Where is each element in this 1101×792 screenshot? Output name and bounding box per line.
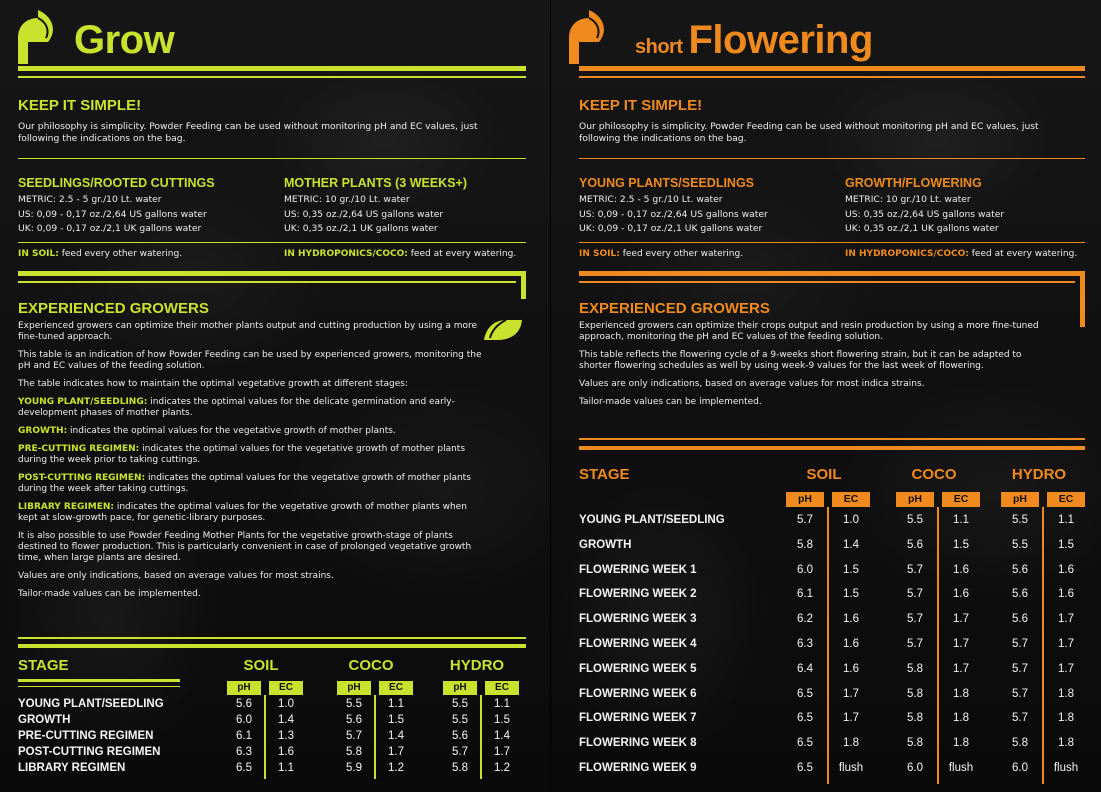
title-rule bbox=[579, 66, 1085, 71]
row-stage-label: FLOWERING WEEK 8 bbox=[579, 737, 697, 750]
ec-value-cell: 1.3 bbox=[278, 730, 294, 742]
ph-value-cell: 5.6 bbox=[236, 698, 252, 710]
experienced-paragraph bbox=[18, 502, 488, 524]
experienced-paragraph bbox=[579, 397, 1054, 408]
ph-value-cell: 5.6 bbox=[1012, 563, 1028, 576]
ph-value-cell: 5.7 bbox=[1012, 687, 1028, 700]
ec-value-cell: 1.6 bbox=[1058, 588, 1074, 601]
spec-line: US: 0,35 oz./2,64 US gallons water bbox=[284, 208, 444, 220]
spec-line: UK: 0,35 oz./2,1 UK gallons water bbox=[284, 223, 438, 234]
row-stage-label: FLOWERING WEEK 6 bbox=[579, 687, 697, 700]
spec-line: US: 0,09 - 0,17 oz./2,64 US gallons water bbox=[18, 208, 207, 220]
ph-chip: pH bbox=[227, 681, 261, 695]
experienced-paragraph bbox=[18, 444, 488, 466]
column-divider bbox=[264, 695, 266, 779]
spec-line: METRIC: 2.5 - 5 gr./10 Lt. water bbox=[18, 194, 162, 205]
ph-value-cell: 6.2 bbox=[797, 613, 813, 626]
ec-value-cell: 1.8 bbox=[1058, 687, 1074, 700]
ph-value-cell: 5.5 bbox=[452, 698, 468, 710]
section-divider bbox=[18, 158, 526, 159]
ec-value-cell: 1.5 bbox=[953, 538, 969, 551]
ph-value-cell: 5.7 bbox=[907, 613, 923, 626]
ph-value-cell: 6.5 bbox=[797, 712, 813, 725]
ph-value-cell: 5.6 bbox=[1012, 613, 1028, 626]
ph-value-cell: 6.0 bbox=[236, 714, 252, 726]
ec-chip: EC bbox=[379, 681, 413, 695]
stage-header: STAGE bbox=[579, 466, 630, 483]
grow-page bbox=[0, 0, 550, 792]
column-divider bbox=[827, 507, 829, 784]
ph-value-cell: 6.3 bbox=[797, 638, 813, 650]
ph-value-cell: 6.4 bbox=[797, 662, 813, 675]
growth-flowering-heading: GROWTH/FLOWERING bbox=[845, 176, 982, 190]
spec-line: US: 0,09 - 0,17 oz./2,64 US gallons water bbox=[579, 208, 768, 220]
section-divider bbox=[579, 158, 1085, 159]
paragraph-key: YOUNG PLANT/SEEDLING: bbox=[18, 397, 148, 407]
keep-simple-heading: KEEP IT SIMPLE! bbox=[579, 97, 703, 114]
section-divider bbox=[18, 242, 526, 243]
bracket-side bbox=[1080, 271, 1085, 327]
experienced-paragraph bbox=[579, 350, 1054, 372]
ec-value-cell: 1.0 bbox=[843, 514, 859, 526]
ec-value-cell: 1.6 bbox=[843, 662, 859, 675]
ec-chip: EC bbox=[1047, 492, 1085, 507]
spec-line: UK: 0,09 - 0,17 oz./2,1 UK gallons water bbox=[18, 223, 202, 234]
stage-rule bbox=[18, 679, 180, 682]
ec-value-cell: 1.7 bbox=[1058, 662, 1074, 675]
ph-value-cell: 5.8 bbox=[907, 687, 923, 700]
ph-value-cell: 5.8 bbox=[907, 737, 923, 750]
title-rule-thin bbox=[579, 76, 1085, 78]
ec-value-cell: 1.7 bbox=[388, 746, 404, 758]
soil-note: IN SOIL: feed every other watering. bbox=[579, 249, 744, 259]
ec-value-cell: 1.0 bbox=[278, 698, 294, 710]
paragraph-text: indicates the optimal values for the vegetative growth of mother plants during the week after taking cuttings. bbox=[18, 473, 471, 494]
flowering-page bbox=[551, 0, 1101, 792]
ec-chip: EC bbox=[832, 492, 870, 507]
soil-note: IN SOIL: feed every other watering. bbox=[18, 249, 183, 259]
ph-value-cell: 5.8 bbox=[797, 538, 813, 551]
column-divider bbox=[937, 507, 939, 784]
row-stage-label: GROWTH bbox=[18, 714, 71, 726]
row-stage-label: FLOWERING WEEK 5 bbox=[579, 662, 697, 675]
experienced-text bbox=[579, 321, 1054, 415]
spec-line: METRIC: 2.5 - 5 gr./10 Lt. water bbox=[579, 194, 723, 205]
ec-value-cell: 1.6 bbox=[953, 563, 969, 576]
ec-value-cell: 1.1 bbox=[1058, 514, 1074, 526]
ph-value-cell: 5.8 bbox=[907, 712, 923, 725]
ec-value-cell: 1.7 bbox=[953, 613, 969, 626]
ph-value-cell: 5.5 bbox=[1012, 514, 1028, 526]
group-header-coco: COCO bbox=[911, 466, 957, 483]
title-rule bbox=[18, 66, 526, 71]
experienced-paragraph bbox=[18, 531, 488, 564]
ph-value-cell: 5.7 bbox=[1012, 712, 1028, 725]
ec-value-cell: 1.8 bbox=[953, 687, 969, 700]
paragraph-key: LIBRARY REGIMEN: bbox=[18, 502, 114, 512]
row-stage-label: FLOWERING WEEK 3 bbox=[579, 613, 697, 626]
keep-simple-text: Our philosophy is simplicity. Powder Feeding can be used without monitoring pH and EC values, just following the indications on the bag. bbox=[18, 121, 478, 144]
ec-value-cell: 1.6 bbox=[953, 588, 969, 601]
experienced-paragraph bbox=[18, 350, 488, 372]
experienced-paragraph bbox=[18, 379, 488, 390]
row-stage-label: YOUNG PLANT/SEEDLING bbox=[579, 514, 725, 526]
ph-value-cell: 5.6 bbox=[452, 730, 468, 742]
stage-rule bbox=[18, 686, 180, 687]
bracket-top bbox=[579, 271, 1085, 276]
column-divider bbox=[1042, 507, 1044, 784]
bracket-top bbox=[18, 271, 526, 276]
row-stage-label: FLOWERING WEEK 2 bbox=[579, 588, 697, 601]
leaf-logo-icon bbox=[8, 8, 68, 66]
row-stage-label: FLOWERING WEEK 7 bbox=[579, 712, 697, 725]
ph-value-cell: 5.5 bbox=[1012, 538, 1028, 551]
spec-line: UK: 0,09 - 0,17 oz./2,1 UK gallons water bbox=[579, 223, 763, 234]
ec-value-cell: 1.1 bbox=[494, 698, 510, 710]
experienced-paragraph bbox=[18, 397, 488, 419]
ph-chip: pH bbox=[896, 492, 934, 507]
seedlings-specs bbox=[18, 193, 207, 237]
young-plants-heading: YOUNG PLANTS/SEEDLINGS bbox=[579, 176, 755, 190]
paragraph-text: Tailor-made values can be implemented. bbox=[18, 589, 201, 599]
ph-value-cell: 5.7 bbox=[1012, 638, 1028, 650]
ph-value-cell: 6.5 bbox=[797, 762, 813, 774]
row-stage-label: FLOWERING WEEK 9 bbox=[579, 762, 697, 774]
ec-value-cell: 1.6 bbox=[843, 638, 859, 650]
ph-value-cell: 5.7 bbox=[907, 638, 923, 650]
table-rule bbox=[579, 438, 1085, 440]
ph-value-cell: 5.6 bbox=[907, 538, 923, 551]
ph-value-cell: 6.1 bbox=[236, 730, 252, 742]
row-stage-label: POST-CUTTING REGIMEN bbox=[18, 746, 161, 758]
paragraph-text: Tailor-made values can be implemented. bbox=[579, 397, 762, 407]
experienced-text bbox=[18, 321, 488, 607]
experienced-heading: EXPERIENCED GROWERS bbox=[579, 300, 770, 317]
paragraph-text: This table is an indication of how Powder Feeding can be used by experienced growers, monitoring the pH and EC values of the feeding solution. bbox=[18, 350, 482, 371]
ph-value-cell: 5.6 bbox=[346, 714, 362, 726]
row-stage-label: GROWTH bbox=[579, 538, 632, 551]
table-rule bbox=[579, 446, 1085, 450]
experienced-paragraph bbox=[18, 426, 488, 437]
hydro-note: IN HYDROPONICS/COCO: feed at every watering. bbox=[284, 249, 517, 259]
ec-value-cell: 1.7 bbox=[843, 712, 859, 725]
leaf-logo-icon bbox=[559, 8, 619, 66]
growth-flowering-specs bbox=[845, 193, 1004, 237]
ph-chip: pH bbox=[786, 492, 824, 507]
ec-value-cell: 1.4 bbox=[494, 730, 510, 742]
spec-line: METRIC: 10 gr./10 Lt. water bbox=[845, 194, 971, 205]
paragraph-text: indicates the optimal values for the delicate germination and early-development phases of mother plants. bbox=[18, 397, 455, 418]
hydro-note: IN HYDROPONICS/COCO: feed at every watering. bbox=[845, 249, 1078, 259]
ph-value-cell: 5.6 bbox=[1012, 588, 1028, 601]
ph-value-cell: 5.5 bbox=[452, 714, 468, 726]
row-stage-label: LIBRARY REGIMEN bbox=[18, 762, 126, 774]
ph-value-cell: 6.0 bbox=[797, 563, 813, 576]
bracket-thin bbox=[579, 281, 1075, 283]
ec-value-cell: 1.7 bbox=[1058, 638, 1074, 650]
ec-value-cell: 1.1 bbox=[278, 762, 294, 774]
spec-line: UK: 0,35 oz./2,1 UK gallons water bbox=[845, 223, 999, 234]
ec-value-cell: 1.8 bbox=[1058, 737, 1074, 750]
paragraph-text: indicates the optimal values for the vegetative growth of mother plants when kept at slow-growth pace, for genetic-library purposes. bbox=[18, 502, 467, 523]
paragraph-text: Values are only indications, based on average values for most strains. bbox=[18, 571, 334, 581]
ec-value-cell: 1.1 bbox=[388, 698, 404, 710]
ph-chip: pH bbox=[443, 681, 477, 695]
ph-value-cell: 5.5 bbox=[346, 698, 362, 710]
ph-value-cell: 5.8 bbox=[346, 746, 362, 758]
experienced-heading: EXPERIENCED GROWERS bbox=[18, 300, 209, 317]
paragraph-text: The table indicates how to maintain the optimal vegetative growth at different stages: bbox=[18, 379, 408, 389]
column-divider bbox=[480, 695, 482, 779]
paragraph-text: indicates the optimal values for the vegetative growth of mother plants. bbox=[67, 426, 396, 436]
section-divider bbox=[579, 242, 1085, 243]
ec-value-cell: 1.8 bbox=[1058, 712, 1074, 725]
ec-value-cell: 1.1 bbox=[953, 514, 969, 526]
ph-value-cell: 5.7 bbox=[907, 563, 923, 576]
ph-value-cell: 5.7 bbox=[1012, 662, 1028, 675]
group-header-hydro: HYDRO bbox=[1011, 466, 1067, 483]
ec-value-cell: 1.4 bbox=[388, 730, 404, 742]
experienced-paragraph bbox=[579, 379, 1054, 390]
paragraph-text: Values are only indications, based on average values for most indica strains. bbox=[579, 379, 925, 389]
young-plants-specs bbox=[579, 193, 768, 237]
ec-value-cell: 1.5 bbox=[1058, 538, 1074, 551]
experienced-paragraph bbox=[18, 473, 488, 495]
ec-value-cell: 1.2 bbox=[494, 762, 510, 774]
ec-value-cell: 1.5 bbox=[494, 714, 510, 726]
table-rule bbox=[18, 637, 526, 639]
ec-value-cell: flush bbox=[838, 762, 864, 774]
ec-value-cell: flush bbox=[948, 762, 974, 774]
ec-value-cell: 1.7 bbox=[1058, 613, 1074, 626]
row-stage-label: FLOWERING WEEK 4 bbox=[579, 638, 697, 650]
ec-value-cell: 1.7 bbox=[843, 687, 859, 700]
ph-value-cell: 5.9 bbox=[346, 762, 362, 774]
ph-value-cell: 5.7 bbox=[452, 746, 468, 758]
ph-value-cell: 6.0 bbox=[907, 762, 923, 774]
ph-chip: pH bbox=[337, 681, 371, 695]
ph-value-cell: 5.7 bbox=[797, 514, 813, 526]
ec-value-cell: 1.5 bbox=[843, 588, 859, 601]
page-title: Grow bbox=[74, 18, 175, 62]
group-header-coco: COCO bbox=[348, 657, 394, 674]
spec-line: US: 0,35 oz./2,64 US gallons water bbox=[845, 208, 1005, 220]
table-rule bbox=[18, 644, 526, 648]
row-stage-label: FLOWERING WEEK 1 bbox=[579, 563, 697, 576]
column-divider bbox=[374, 695, 376, 779]
page-title: short Flowering bbox=[635, 18, 873, 62]
ec-value-cell: 1.5 bbox=[843, 563, 859, 576]
ph-value-cell: 5.7 bbox=[346, 730, 362, 742]
keep-simple-heading: KEEP IT SIMPLE! bbox=[18, 97, 142, 114]
paragraph-key: PRE-CUTTING REGIMEN: bbox=[18, 444, 140, 454]
ec-value-cell: 1.8 bbox=[843, 737, 859, 750]
paragraph-text: This table reflects the flowering cycle of a 9-weeks short flowering strain, but it can be adapted to shorter flowering schedules as well by using week-9 values for the last week of flowering. bbox=[579, 350, 1022, 371]
paragraph-text: Experienced growers can optimize their mother plants output and cutting production by using a more fine-tuned approach. bbox=[18, 321, 478, 342]
row-stage-label: PRE-CUTTING REGIMEN bbox=[18, 730, 154, 742]
ec-value-cell: 1.8 bbox=[953, 737, 969, 750]
ec-chip: EC bbox=[269, 681, 303, 695]
experienced-paragraph bbox=[579, 321, 1054, 343]
paragraph-text: It is also possible to use Powder Feeding Mother Plants for the vegetative growth-stage of plants destined to flower production. This is particularly convenient in case of prolonged vegetative growth time, when large plants are desired. bbox=[18, 531, 472, 563]
ec-value-cell: 1.4 bbox=[278, 714, 294, 726]
bracket-thin bbox=[18, 281, 516, 283]
group-header-hydro: HYDRO bbox=[449, 657, 505, 674]
ec-value-cell: 1.7 bbox=[494, 746, 510, 758]
ph-chip: pH bbox=[1001, 492, 1039, 507]
ec-value-cell: 1.7 bbox=[953, 638, 969, 650]
ph-value-cell: 6.1 bbox=[797, 588, 813, 601]
mother-plants-specs bbox=[284, 193, 443, 237]
group-header-soil: SOIL bbox=[806, 466, 842, 483]
ph-value-cell: 5.5 bbox=[907, 514, 923, 526]
spec-line: METRIC: 10 gr./10 Lt. water bbox=[284, 194, 410, 205]
experienced-paragraph bbox=[18, 321, 488, 343]
seedlings-heading: SEEDLINGS/ROOTED CUTTINGS bbox=[18, 176, 215, 190]
ph-value-cell: 6.3 bbox=[236, 746, 252, 758]
ec-chip: EC bbox=[485, 681, 519, 695]
ph-value-cell: 6.5 bbox=[236, 762, 252, 774]
ph-value-cell: 5.8 bbox=[1012, 737, 1028, 750]
ec-value-cell: 1.6 bbox=[278, 746, 294, 758]
ec-chip: EC bbox=[942, 492, 980, 507]
ec-value-cell: flush bbox=[1053, 762, 1079, 774]
experienced-paragraph bbox=[18, 571, 488, 582]
ph-value-cell: 6.5 bbox=[797, 687, 813, 700]
title-rule-thin bbox=[18, 76, 526, 78]
stage-header: STAGE bbox=[18, 657, 69, 674]
ph-value-cell: 6.0 bbox=[1012, 762, 1028, 774]
paragraph-text: Experienced growers can optimize their crops output and resin production by using a more fine-tuned approach, monitoring the pH and EC values of the feeding solution. bbox=[579, 321, 1039, 342]
ph-value-cell: 6.5 bbox=[797, 737, 813, 750]
ph-value-cell: 5.8 bbox=[907, 662, 923, 675]
ph-value-cell: 5.8 bbox=[452, 762, 468, 774]
ec-value-cell: 1.4 bbox=[843, 538, 859, 551]
row-stage-label: YOUNG PLANT/SEEDLING bbox=[18, 698, 164, 710]
paragraph-key: POST-CUTTING REGIMEN: bbox=[18, 473, 146, 483]
ec-value-cell: 1.5 bbox=[388, 714, 404, 726]
ec-value-cell: 1.6 bbox=[1058, 563, 1074, 576]
group-header-soil: SOIL bbox=[243, 657, 279, 674]
paragraph-text: indicates the optimal values for the vegetative growth of mother plants during the week prior to taking cuttings. bbox=[18, 444, 466, 465]
ec-value-cell: 1.6 bbox=[843, 613, 859, 626]
ec-value-cell: 1.2 bbox=[388, 762, 404, 774]
mother-plants-heading: MOTHER PLANTS (3 WEEKS+) bbox=[284, 176, 467, 190]
experienced-paragraph bbox=[18, 589, 488, 600]
ec-value-cell: 1.8 bbox=[953, 712, 969, 725]
paragraph-key: GROWTH: bbox=[18, 426, 68, 436]
bracket-side bbox=[521, 271, 526, 299]
ph-value-cell: 5.7 bbox=[907, 588, 923, 601]
ec-value-cell: 1.7 bbox=[953, 662, 969, 675]
keep-simple-text: Our philosophy is simplicity. Powder Feeding can be used without monitoring pH and EC values, just following the indications on the bag. bbox=[579, 121, 1039, 144]
